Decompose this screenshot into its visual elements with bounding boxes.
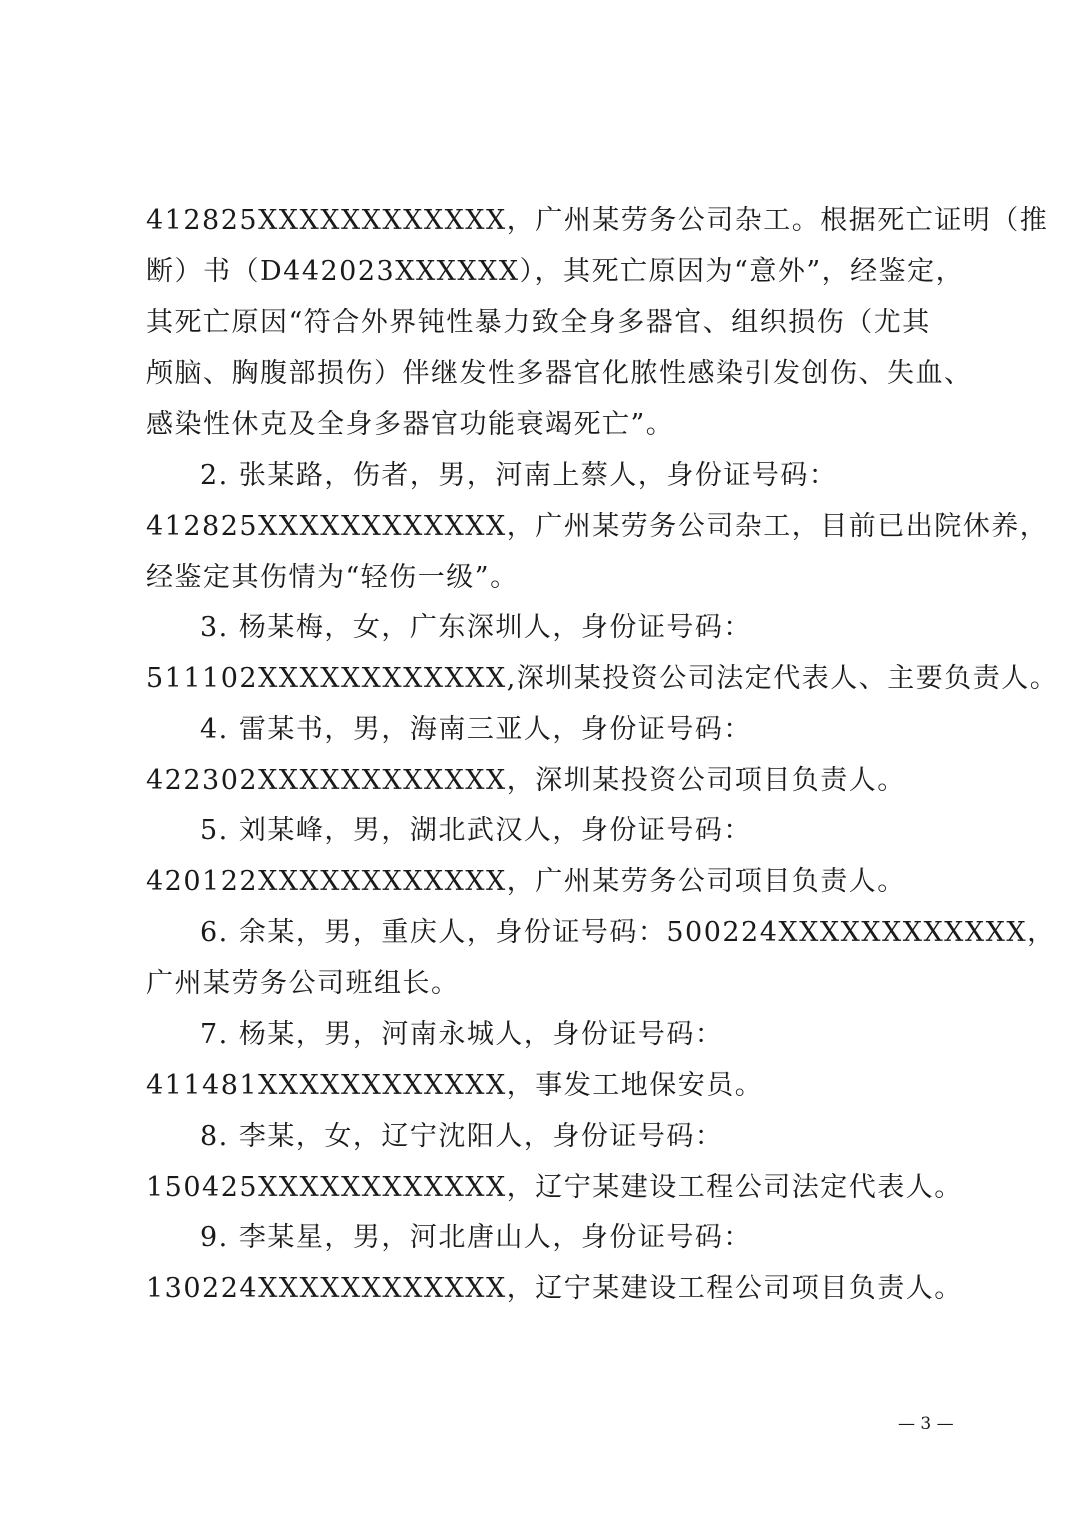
item-3-heading: 3. 杨某梅，女，广东深圳人，身份证号码：	[200, 612, 752, 643]
item-5-heading: 5. 刘某峰，男，湖北武汉人，身份证号码：	[200, 815, 752, 846]
page-number: — 3 —	[898, 1414, 954, 1434]
item-4-detail: 422302XXXXXXXXXXXX，深圳某投资公司项目负责人。	[146, 765, 906, 796]
item-7-heading: 7. 杨某，男，河南永城人，身份证号码：	[200, 1019, 724, 1050]
text-line-3: 其死亡原因“符合外界钝性暴力致全身多器官、组织损伤（尤其	[146, 307, 931, 338]
text-line-2: 断）书（D442023XXXXXX），其死亡原因为“意外”，经鉴定，	[146, 256, 965, 287]
item-8-heading: 8. 李某，女，辽宁沈阳人，身份证号码：	[200, 1121, 724, 1152]
item-2-detail-cont: 经鉴定其伤情为“轻伤一级”。	[146, 562, 519, 593]
item-8-detail: 150425XXXXXXXXXXXX，辽宁某建设工程公司法定代表人。	[146, 1172, 963, 1203]
item-5-detail: 420122XXXXXXXXXXXX，广州某劳务公司项目负责人。	[146, 866, 906, 897]
item-2-detail: 412825XXXXXXXXXXXX，广州某劳务公司杂工，目前已出院休养，	[146, 511, 1049, 542]
item-7-detail: 411481XXXXXXXXXXXX，事发工地保安员。	[146, 1070, 764, 1101]
text-line-4: 颅脑、胸腹部损伤）伴继发性多器官化脓性感染引发创伤、失血、	[146, 358, 973, 389]
item-9-heading: 9. 李某星，男，河北唐山人，身份证号码：	[200, 1222, 752, 1253]
item-6-heading: 6. 余某，男，重庆人，身份证号码：500224XXXXXXXXXXXX，	[200, 917, 1056, 948]
item-9-detail: 130224XXXXXXXXXXXX，辽宁某建设工程公司项目负责人。	[146, 1273, 963, 1304]
item-3-detail: 511102XXXXXXXXXXXX,深圳某投资公司法定代表人、主要负责人。	[146, 663, 1059, 694]
item-4-heading: 4. 雷某书，男，海南三亚人，身份证号码：	[200, 714, 752, 745]
text-line-5: 感染性休克及全身多器官功能衰竭死亡”。	[146, 409, 675, 440]
item-2-heading: 2. 张某路，伤者，男，河南上蔡人，身份证号码：	[200, 460, 838, 491]
item-6-detail: 广州某劳务公司班组长。	[146, 968, 460, 999]
text-line-1: 412825XXXXXXXXXXXX，广州某劳务公司杂工。根据死亡证明（推	[146, 205, 1049, 236]
